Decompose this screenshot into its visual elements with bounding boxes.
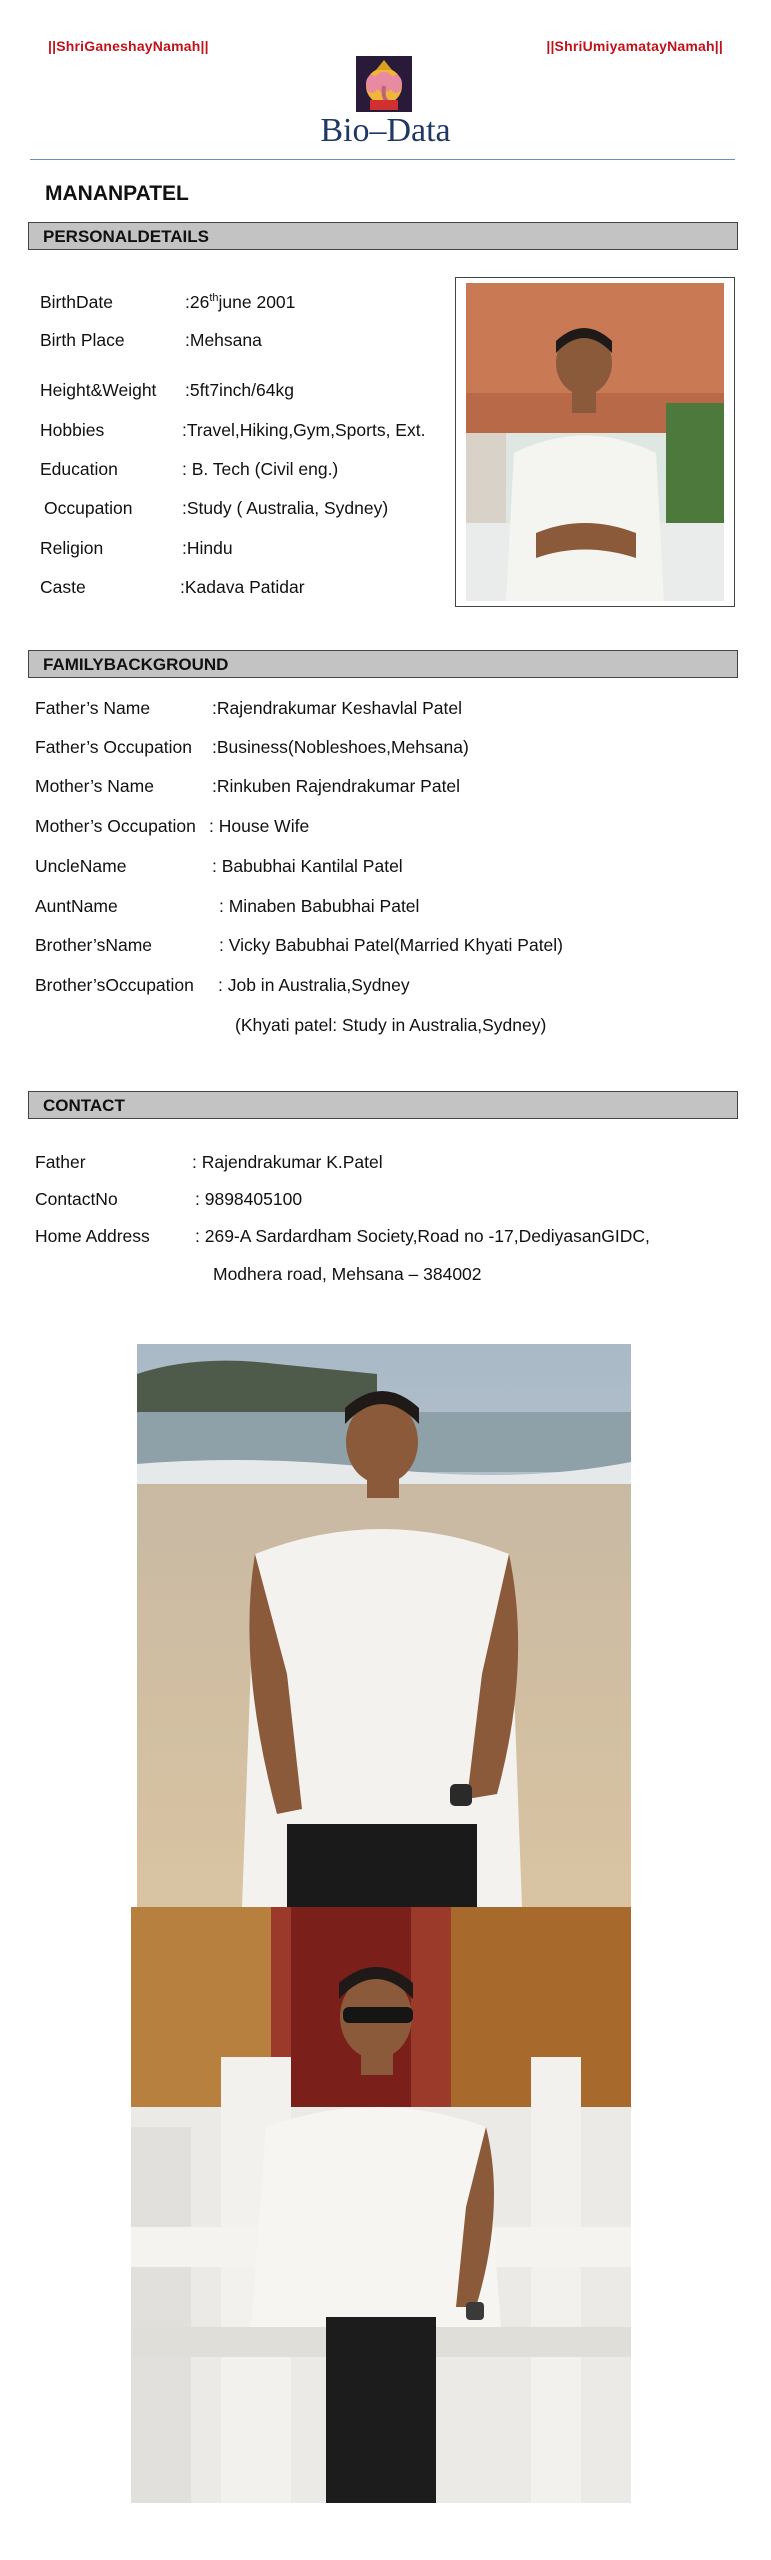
- caste-value: :Kadava Patidar: [180, 577, 305, 597]
- title-rule: [30, 159, 735, 160]
- uncle-name-value: : Babubhai Kantilal Patel: [212, 856, 403, 876]
- father-name-label: Father’s Name: [35, 698, 151, 718]
- birth-place-value: :Mehsana: [185, 330, 262, 350]
- contact-no-value: : 9898405100: [195, 1189, 303, 1209]
- hobbies-value: :Travel,Hiking,Gym,Sports, Ext.: [182, 420, 426, 440]
- beach-photo: [137, 1344, 631, 1907]
- section-heading: CONTACT: [43, 1096, 125, 1115]
- right-invocation: ||ShriUmiyamatayNamah||: [546, 38, 723, 54]
- brother-occupation-value: : Job in Australia,Sydney: [218, 975, 410, 995]
- mother-name-value: :Rinkuben Rajendrakumar Patel: [212, 776, 461, 796]
- section-personal-details: [28, 222, 738, 250]
- page-title: Bio–Data: [320, 112, 451, 149]
- caste-label: Caste: [40, 577, 86, 597]
- birth-date-label: BirthDate: [40, 292, 113, 312]
- home-address-value: : 269-A Sardardham Society,Road no -17,DediyasanGIDC,: [195, 1226, 650, 1246]
- religion-label: Religion: [40, 538, 104, 558]
- portrait-photo: [466, 283, 724, 601]
- occupation-value: :Study ( Australia, Sydney): [182, 498, 389, 518]
- section-family-background: [28, 650, 738, 678]
- candidate-name: MANANPATEL: [45, 182, 189, 205]
- brother-name-value: : Vicky Babubhai Patel(Married Khyati Patel): [219, 935, 564, 955]
- contact-father-label: Father: [35, 1152, 86, 1172]
- mother-occupation-label: Mother’s Occupation: [35, 816, 196, 836]
- left-invocation: ||ShriGaneshayNamah||: [48, 38, 209, 54]
- brother-name-label: Brother’sName: [35, 935, 153, 955]
- birth-place-label: Birth Place: [40, 330, 125, 350]
- father-occupation-value: :Business(Nobleshoes,Mehsana): [212, 737, 469, 757]
- railing-photo: [131, 1907, 631, 2503]
- height-weight-value: :5ft7inch/64kg: [185, 380, 294, 400]
- hobbies-label: Hobbies: [40, 420, 105, 440]
- mother-name-label: Mother’s Name: [35, 776, 154, 796]
- religion-value: :Hindu: [182, 538, 233, 558]
- contact-father-value: : Rajendrakumar K.Patel: [192, 1152, 383, 1172]
- height-weight-label: Height&Weight: [40, 380, 157, 400]
- education-value: : B. Tech (Civil eng.): [182, 459, 339, 479]
- section-contact: [28, 1091, 738, 1119]
- father-name-value: :Rajendrakumar Keshavlal Patel: [212, 698, 462, 718]
- address-line-2: Modhera road, Mehsana – 384002: [213, 1264, 482, 1284]
- profile-photo-frame: [455, 277, 735, 607]
- section-heading: FAMILYBACKGROUND: [43, 655, 229, 674]
- education-label: Education: [40, 459, 118, 479]
- occupation-label: Occupation: [44, 498, 133, 518]
- home-address-label: Home Address: [35, 1226, 150, 1246]
- aunt-name-value: : Minaben Babubhai Patel: [219, 896, 420, 916]
- father-occupation-label: Father’s Occupation: [35, 737, 192, 757]
- contact-no-label: ContactNo: [35, 1189, 118, 1209]
- ganesha-icon: [356, 56, 412, 112]
- birth-date-value: :26thjune 2001: [185, 292, 296, 312]
- mother-occupation-value: : House Wife: [209, 816, 310, 836]
- brother-note: (Khyati patel: Study in Australia,Sydney): [235, 1015, 547, 1035]
- uncle-name-label: UncleName: [35, 856, 127, 876]
- brother-occupation-label: Brother’sOccupation: [35, 975, 194, 995]
- aunt-name-label: AuntName: [35, 896, 118, 916]
- section-heading: PERSONALDETAILS: [43, 227, 209, 246]
